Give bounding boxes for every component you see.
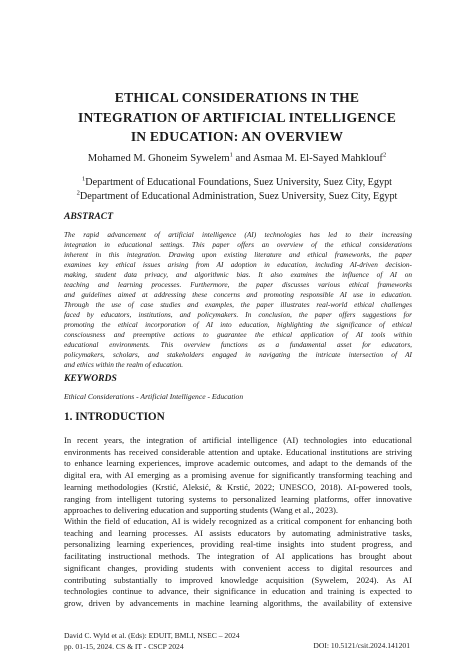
body-line: approaches to delivering education and supporting students (Wang et al., 2023). (64, 505, 338, 516)
body-line: environments has received considerable attention and uptake. Educational institutions are striving (64, 446, 412, 457)
body-line: digital era, with AI emerging as a promising avenue for significantly transforming teaching and (64, 470, 412, 481)
affiliation-superscript: 2 (76, 189, 80, 197)
body-line: ranging from intelligent tutoring systems to personalized learning platforms, offer innovative (64, 493, 412, 504)
author-list (20, 152, 454, 165)
author-superscript: 2 (382, 151, 387, 159)
abstract-text (64, 230, 412, 370)
body-paragraph (64, 435, 412, 517)
abstract-line: promoting the ethical incorporation of AI into education, highlighting the significance of ethical (64, 320, 412, 329)
body-line: learning methodologies (Krstić, Aleksić, & Krstić, 2022; UNESCO, 2018). AI-powered tools, (64, 481, 412, 492)
keywords-heading: KEYWORDS (64, 373, 117, 384)
title-line: INTEGRATION OF ARTIFICIAL INTELLIGENCE (78, 109, 396, 125)
body-line: facilitating instructional methods. The integration of AI applications has brought about (64, 551, 412, 562)
abstract-line: Through the use of case studies and examples, the paper illustrates real-world ethical challenges (64, 300, 412, 309)
title-line: ETHICAL CONSIDERATIONS IN THE (114, 90, 360, 105)
keywords-text: Ethical Considerations - Artificial Intelligence - Education (64, 392, 244, 401)
affiliation (20, 176, 454, 190)
body-paragraph (64, 516, 412, 610)
abstract-line: educational environments. This overview functions as a fundamental asset for educators, (64, 340, 412, 349)
affiliation (20, 190, 454, 204)
abstract-line: examines key ethical issues arising from AI adoption in education, including AI-driven decision- (64, 260, 412, 269)
footer-line: pp. 01-15, 2024. CS & IT - CSCP 2024 (64, 641, 184, 651)
abstract-line: inherent in this integration. Drawing upon existing literature and ethical frameworks, the paper (64, 250, 412, 259)
author-conjunction: and (232, 153, 253, 164)
abstract-line: and guidelines aimed at addressing these concerns and promoting responsible AI use in education. (64, 290, 412, 299)
body-line: to enhance learning experiences, improve academic outcomes, and adapt to the demands of the (64, 458, 412, 469)
abstract-line: The rapid advancement of artificial intelligence (AI) technologies has led to their increasing (64, 230, 412, 239)
abstract-line: faced by educators, institutions, and policymakers. In conclusion, the paper offers suggestions for (64, 310, 412, 319)
body-line: Within the field of education, AI is widely recognized as a critical component for enhancing both (64, 516, 412, 526)
author-name: Mohamed M. Ghoneim Sywelem (87, 153, 230, 164)
abstract-line: policymakers, scholars, and stakeholders engaged in navigating the intricate intersection of AI (64, 350, 412, 359)
body-line: teaching and learning processes. AI assists educators by automating administrative tasks, (64, 527, 412, 538)
abstract-line: making, student data privacy, and algorithmic bias. It also examines the influence of AI on (64, 270, 412, 279)
title-line: IN EDUCATION: AN OVERVIEW (130, 129, 344, 144)
footer-doi: DOI: 10.5121/csit.2024.141201 (313, 641, 410, 650)
affiliation-text: Department of Educational Administration, Suez University, Suez City, Egypt (79, 190, 398, 202)
author-name: Asmaa M. El-Sayed Mahklouf (252, 153, 383, 164)
introduction-heading: 1. INTRODUCTION (64, 411, 165, 423)
body-line: contributing substantially to improved knowledge acquisition (Sywelem, 2024). As AI (64, 574, 412, 585)
abstract-line: teaching and learning processes. Furthermore, the paper discusses various ethical frameworks (64, 280, 412, 289)
body-line: technologies continue to advance, their significance in education and training is expected to (64, 586, 412, 597)
abstract-heading: ABSTRACT (64, 211, 114, 222)
abstract-line: integration in educational settings. This paper offers an overview of the ethical considerations (64, 240, 412, 249)
abstract-line: consciousness and preemptive actions to guarantee the ethical application of AI tools within (64, 330, 412, 339)
footer-line: David C. Wyld et al. (Eds): EDUIT, BMLI, NSEC – 2024 (64, 631, 240, 640)
body-line: personalizing learning experiences, providing real-time insights into student progress, and (64, 539, 412, 550)
body-line: In recent years, the integration of artificial intelligence (AI) technologies into educational (64, 435, 412, 445)
paper-title (40, 88, 434, 147)
footer-citation (64, 631, 240, 652)
abstract-line: and ethics within the realm of education. (64, 360, 184, 369)
body-line: significant changes, providing students with convenient access to digital resources and (64, 562, 412, 573)
affiliation-list (20, 176, 454, 203)
body-line: grow, driven by advancements in machine learning algorithms, the availability of extensive (64, 597, 412, 608)
affiliation-text: Department of Educational Foundations, Suez University, Suez City, Egypt (85, 177, 393, 188)
affiliation-superscript: 1 (81, 175, 86, 183)
author-superscript: 1 (229, 151, 233, 159)
